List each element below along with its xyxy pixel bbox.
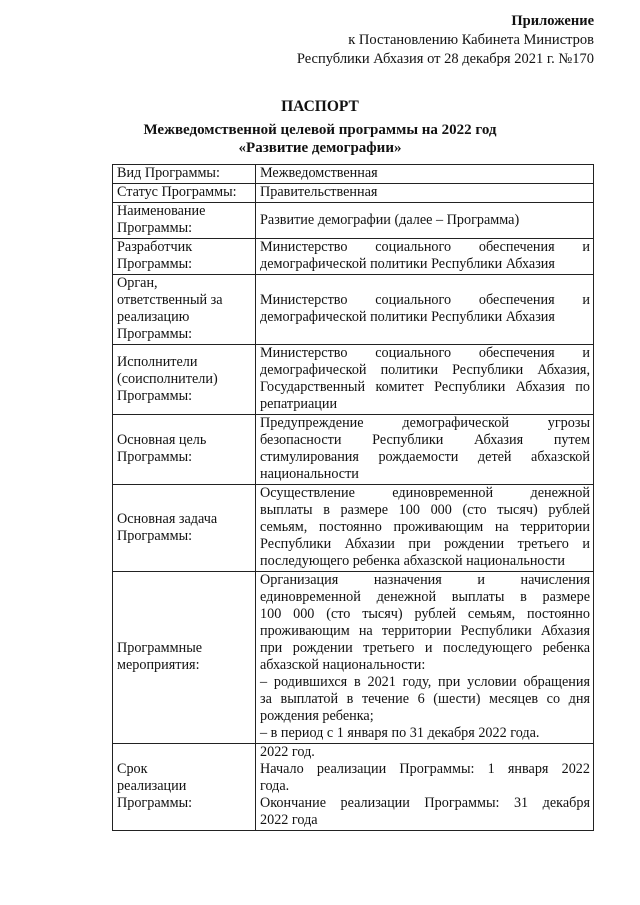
row-value-line: 100 000 (сто тысяч) рублей семьям, постоянно	[260, 606, 590, 622]
appendix-block	[297, 12, 594, 69]
row-label-line: Вид Программы:	[117, 165, 220, 181]
document-subtitle-1: Межведомственной целевой программы на 2022 год	[143, 122, 497, 138]
table-row	[113, 165, 594, 184]
row-label-cell	[113, 203, 256, 239]
row-label-line: Программы:	[117, 387, 193, 404]
row-label-cell	[113, 184, 256, 203]
row-value-line: года.	[260, 778, 290, 794]
row-value-line: проживающим на территории Республики Абхазия	[260, 623, 590, 639]
table-row	[113, 275, 594, 345]
row-value-line: безопасности Республики Абхазия путем	[260, 432, 590, 448]
row-label-line: реализацию	[117, 309, 190, 325]
row-label-cell	[113, 572, 256, 744]
row-value-line: абхазской национальности:	[260, 657, 426, 673]
table-row	[113, 572, 594, 744]
table-row	[113, 239, 594, 275]
row-value-line: Государственный комитет Республики Абхазия по	[260, 379, 590, 395]
row-label-line: Программы:	[117, 795, 193, 811]
row-label-line: ответственный за	[117, 292, 223, 308]
appendix-title: Приложение	[511, 13, 594, 29]
row-label-line: реализации	[117, 778, 187, 794]
row-value-cell	[256, 744, 594, 831]
row-value-line: Развитие демографии (далее – Программа)	[260, 211, 520, 228]
row-label-line: Статус Программы:	[117, 184, 237, 200]
table-row	[113, 184, 594, 203]
row-label-line: Программы:	[117, 256, 193, 272]
row-label-line: Программные	[117, 640, 203, 656]
row-value-cell	[256, 203, 594, 239]
row-value-line: стимулирования рождаемости детей абхазской	[260, 449, 590, 465]
row-value-line: демографической политики Республики Абхазия	[260, 309, 555, 325]
row-value-line: – в период с 1 января по 31 декабря 2022 года.	[260, 725, 540, 741]
row-value-line: Межведомственная	[260, 165, 378, 181]
row-value-line: Правительственная	[260, 184, 378, 200]
row-label-cell	[113, 239, 256, 275]
row-label-line: Основная цель	[117, 432, 207, 448]
row-label-cell	[113, 275, 256, 345]
document-subtitle-2: «Развитие демографии»	[238, 140, 402, 156]
row-value-line: семьям, постоянно проживающим на территории	[260, 519, 590, 535]
row-value-line: рождения ребенка;	[260, 708, 374, 724]
appendix-line-2: Республики Абхазия от 28 декабря 2021 г. №170	[296, 51, 594, 67]
row-label-line: мероприятия:	[117, 657, 200, 673]
passport-table-body	[113, 165, 594, 831]
title-block	[0, 98, 640, 157]
row-value-line: Министерство социального обеспечения и	[260, 239, 590, 255]
row-label-cell	[113, 415, 256, 485]
row-value-line: Осуществление единовременной денежной	[260, 485, 590, 501]
row-value-cell	[256, 485, 594, 572]
row-label-line: Программы:	[117, 527, 193, 544]
table-row	[113, 203, 594, 239]
row-label-line: Программы:	[117, 449, 193, 465]
row-value-cell	[256, 275, 594, 345]
row-value-line: Министерство социального обеспечения и	[260, 292, 590, 308]
row-value-line: Республики Абхазии при рождении третьего и	[260, 536, 590, 552]
row-label-line: Программы:	[117, 326, 193, 342]
table-row	[113, 345, 594, 415]
row-value-line: последующего ребенка абхазской национальности	[260, 553, 565, 569]
row-label-cell	[113, 744, 256, 831]
table-row	[113, 744, 594, 831]
row-label-line: Срок	[117, 761, 148, 777]
row-value-cell	[256, 345, 594, 415]
row-value-line: Начало реализации Программы: 1 января 2022	[260, 761, 590, 777]
passport-table	[112, 164, 594, 831]
row-label-line: Орган,	[117, 275, 158, 291]
table-row	[113, 485, 594, 572]
row-value-line: демографической политики Республики Абхазия,	[260, 362, 590, 378]
table-row	[113, 415, 594, 485]
row-value-line: за выплатой в течение 6 (шести) месяцев со дня	[260, 691, 590, 707]
row-label-line: Программы:	[117, 220, 193, 236]
row-label-cell	[113, 345, 256, 415]
row-label-line: Основная задача	[117, 510, 218, 527]
row-value-line: единовременной денежной выплаты в размере	[260, 589, 590, 605]
row-value-line: 2022 год.	[260, 744, 315, 760]
row-value-line: репатриации	[260, 396, 338, 412]
row-value-line: Организация назначения и начисления	[260, 572, 590, 588]
row-value-line: при рождении третьего и последующего ребенка	[260, 640, 590, 656]
row-value-line: национальности	[260, 466, 359, 482]
row-value-line: 2022 года	[260, 812, 318, 828]
row-value-cell	[256, 165, 594, 184]
row-value-cell	[256, 239, 594, 275]
row-label-cell	[113, 165, 256, 184]
appendix-line-1: к Постановлению Кабинета Министров	[348, 32, 594, 48]
row-value-line: Министерство социального обеспечения и	[260, 345, 590, 361]
row-value-line: демографической политики Республики Абхазия	[260, 256, 555, 272]
row-value-cell	[256, 572, 594, 744]
row-label-line: Исполнители	[117, 353, 198, 370]
row-value-cell	[256, 415, 594, 485]
row-value-cell	[256, 184, 594, 203]
row-value-line: Предупреждение демографической угрозы	[260, 415, 590, 431]
document-title: ПАСПОРТ	[281, 98, 359, 115]
row-label-line: (соисполнители)	[117, 370, 218, 387]
row-value-line: – родившихся в 2021 году, при условии обращения	[260, 674, 590, 690]
row-value-line: Окончание реализации Программы: 31 декабря	[260, 795, 590, 811]
row-label-line: Разработчик	[117, 239, 193, 255]
row-label-cell	[113, 485, 256, 572]
row-value-line: выплаты в размере 100 000 (сто тысяч) рублей	[260, 502, 590, 518]
row-label-line: Наименование	[117, 203, 206, 219]
